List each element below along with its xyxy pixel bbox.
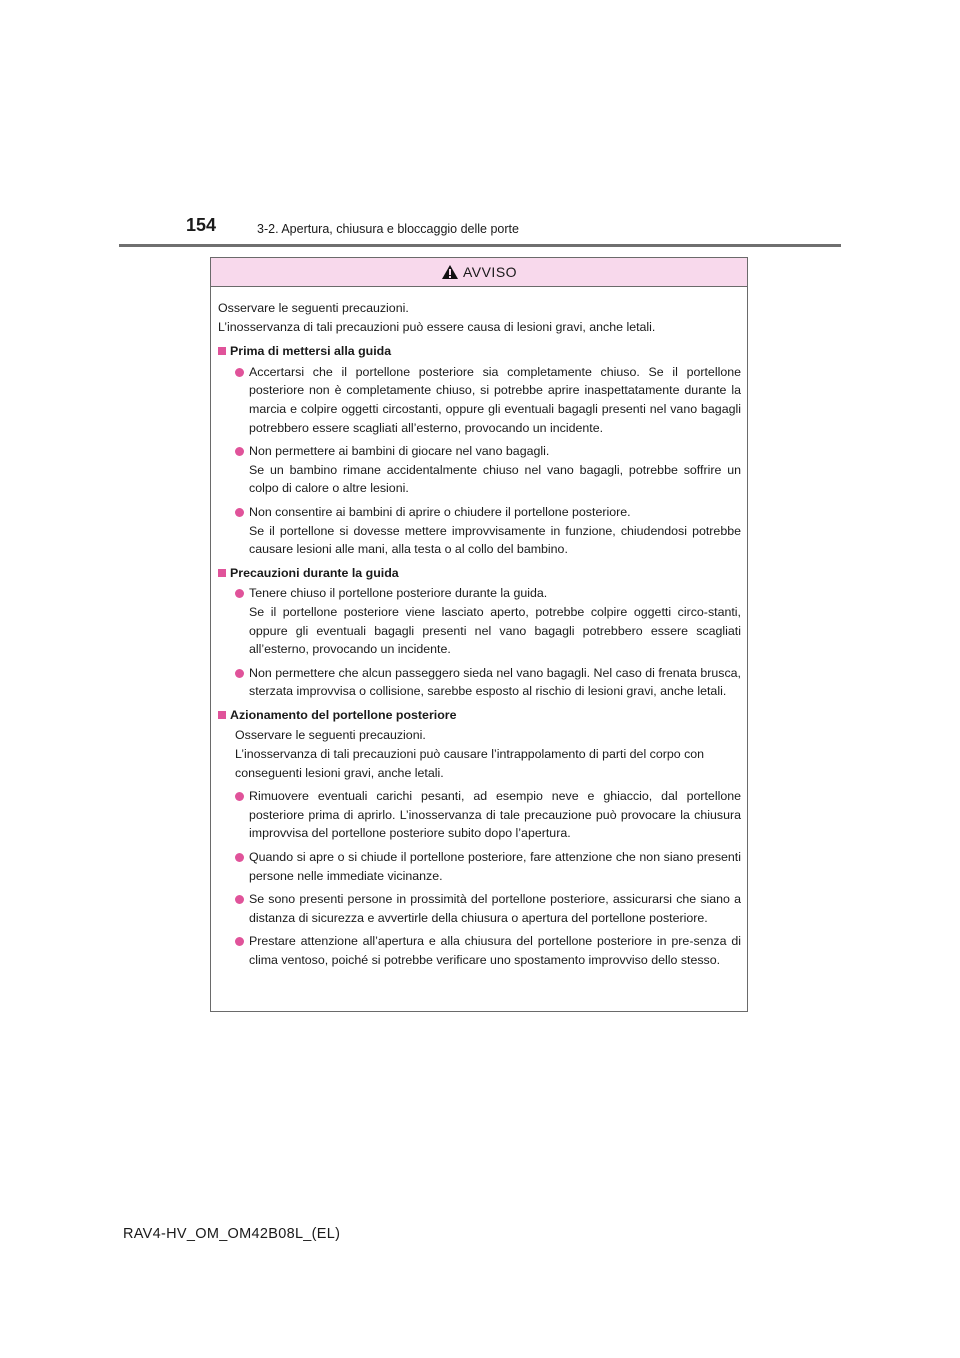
bullet-text: Accertarsi che il portellone posteriore sia completamente chiuso. Se il portellone posteriore non è completamente chiuso, si potrebbe aprire inaspettatamente durante la marcia e colpire oggetti circostanti, oppure gli eventuali bagagli presenti nel vano bagagli potrebbero essere scagliati all’esterno, provocando un incidente. [249,364,741,435]
bullet-item [218,787,741,843]
bullet-item [218,503,741,559]
warning-intro [218,299,741,336]
dot-bullet-icon [235,447,244,456]
warning-body [211,287,747,970]
square-bullet-icon [218,711,226,719]
section-text-line: L’inosservanza di tali precauzioni può causare l’intrappolamento di parti del corpo con conseguenti lesioni gravi, anche letali. [235,747,705,780]
section-text [218,726,741,782]
bullet-text: Tenere chiuso il portellone posteriore durante la guida. [249,586,548,601]
dot-bullet-icon [235,508,244,517]
bullet-text: Prestare attenzione all’apertura e alla chiusura del portellone posteriore in pre-senza di clima ventoso, poiché si potrebbe verificare uno spostamento improvviso dello stesso. [249,934,741,967]
intro-line: Osservare le seguenti precauzioni. [218,301,409,315]
bullet-text: Se il portellone posteriore viene lasciato aperto, potrebbe colpire oggetti circo-stanti, oppure gli eventuali bagagli presenti nel vano bagagli potrebbero essere scagliati all’esterno, provocando un incidente. [249,604,741,657]
dot-bullet-icon [235,589,244,598]
page-number: 154 [186,215,217,235]
bullet-text: Non consentire ai bambini di aprire o chiudere il portellone posteriore. [249,504,631,519]
section-heading [218,342,741,361]
section-heading-text: Azionamento del portellone posteriore [230,707,457,722]
section-heading-text: Precauzioni durante la guida [230,565,399,580]
bullet-item [218,890,741,927]
dot-bullet-icon [235,669,244,678]
warning-header [211,258,747,287]
bullet-text: Rimuovere eventuali carichi pesanti, ad esempio neve e ghiaccio, dal portellone posteriore prima di aprirlo. L’inosservanza di tale precauzione può provocare la chiusura improvvisa del portellone posteriore subito dopo l’apertura. [249,789,741,841]
dot-bullet-icon [235,895,244,904]
bullet-item [218,584,741,658]
warning-triangle-icon [441,264,459,280]
bullet-text: Non permettere ai bambini di giocare nel vano bagagli. [249,444,550,459]
section-heading [218,564,741,583]
dot-bullet-icon [235,853,244,862]
section-heading [218,706,741,725]
warning-title: AVVISO [462,264,518,280]
warning-box [210,257,748,1012]
bullet-item [218,442,741,498]
bullet-text: Quando si apre o si chiude il portellone posteriore, fare attenzione che non siano presenti persone nelle immediate vicinanze. [249,850,741,883]
section-heading-text: Prima di mettersi alla guida [230,344,392,359]
section-text-line: Osservare le seguenti precauzioni. [235,728,426,743]
bullet-text: Se il portellone si dovesse mettere improvvisamente in funzione, chiudendosi potrebbe causare lesioni alle mani, alla testa o al collo del bambino. [249,523,741,557]
bullet-item [218,932,741,969]
bullet-item [218,363,741,437]
section-title: 3-2. Apertura, chiusura e bloccaggio delle porte [257,222,519,236]
bullet-text: Non permettere che alcun passeggero sieda nel vano bagagli. Nel caso di frenata brusca, sterzata improvvisa o collisione, sarebbe esposto al rischio di lesioni gravi, anche letali. [249,665,741,699]
header-rule [119,244,841,247]
bullet-item [218,664,741,701]
square-bullet-icon [218,347,226,355]
bullet-item [218,848,741,885]
dot-bullet-icon [235,792,244,801]
intro-line: L’inosservanza di tali precauzioni può essere causa di lesioni gravi, anche letali. [218,319,656,334]
bullet-text: Se un bambino rimane accidentalmente chiuso nel vano bagagli, potrebbe soffrire un colpo di calore o altre lesioni. [249,462,741,496]
bullet-text: Se sono presenti persone in prossimità del portellone posteriore, assicurarsi che siano a distanza di sicurezza e avvertirle della chiusura o apertura del portellone posteriore. [249,892,741,925]
square-bullet-icon [218,569,226,577]
footer-document-code: RAV4-HV_OM_OM42B08L_(EL) [123,1226,341,1242]
dot-bullet-icon [235,368,244,377]
dot-bullet-icon [235,937,244,946]
